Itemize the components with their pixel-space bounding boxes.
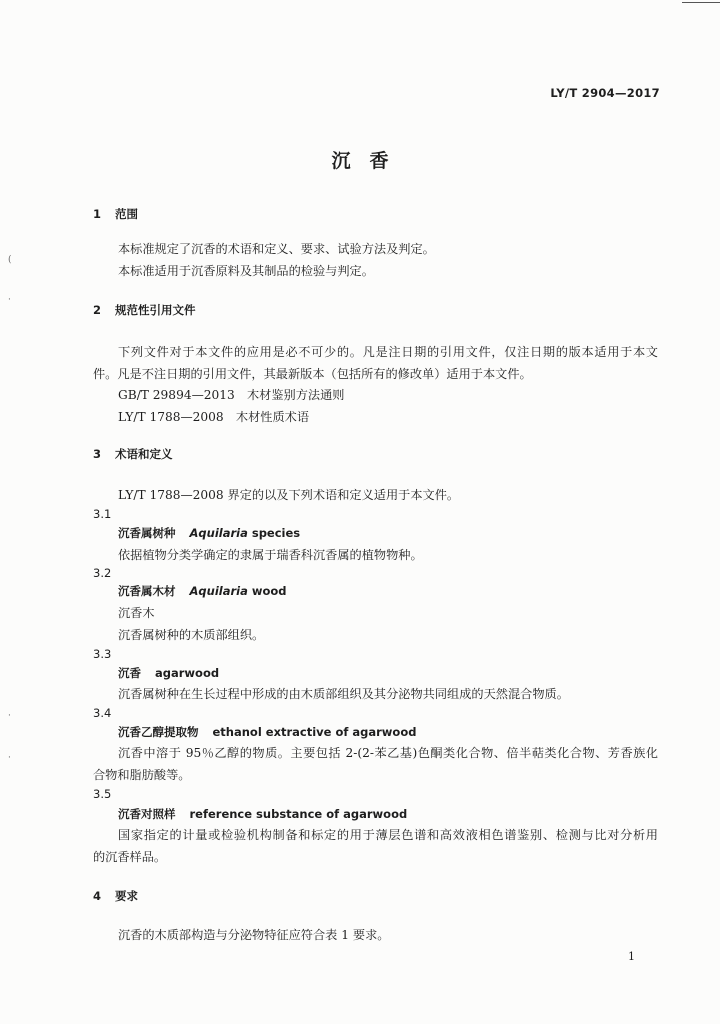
term-number: 3.1	[93, 507, 112, 521]
term-number: 3.5	[93, 787, 112, 801]
definition: 的沉香样品。	[93, 850, 167, 864]
standard-code: LY/T 2904—2017	[550, 86, 660, 100]
paragraph: LY/T 1788—2008 界定的以及下列术语和定义适用于本文件。	[118, 488, 460, 502]
term-english: reference substance of agarwood	[189, 807, 408, 821]
section-title: 要求	[115, 889, 138, 903]
definition: 合物和脂肪酸等。	[93, 768, 191, 782]
paragraph: 下列文件对于本文件的应用是必不可少的。凡是注日期的引用文件，仅注日期的版本适用于本文	[118, 345, 658, 359]
section-title: 规范性引用文件	[115, 303, 196, 317]
section-title: 术语和定义	[115, 447, 173, 461]
page-title: 沉 香	[331, 150, 389, 172]
section-heading-terms-and-definitions	[93, 446, 173, 462]
section-number: 3	[93, 447, 102, 461]
section-number: 4	[93, 889, 102, 903]
section-title: 范围	[115, 207, 138, 221]
term-chinese: 沉香对照样	[118, 807, 176, 821]
term-chinese: 沉香属木材	[118, 584, 176, 598]
scan-artifact: ·	[8, 295, 11, 305]
term-entry	[118, 724, 416, 740]
definition: 国家指定的计量或检验机构制备和标定的用于薄层色谱和高效液相色谱鉴别、检测与比对分析用	[118, 828, 658, 842]
term-english: agarwood	[155, 666, 220, 680]
term-english: species	[251, 526, 301, 540]
term-entry	[118, 583, 287, 599]
definition: 依据植物分类学确定的隶属于瑞香科沉香属的植物物种。	[118, 548, 423, 562]
reference-item: GB/T 29894—2013 木材鉴别方法通则	[118, 388, 345, 402]
term-english: wood	[251, 584, 287, 598]
term-chinese: 沉香乙醇提取物	[118, 725, 199, 739]
definition: 沉香属树种的木质部组织。	[118, 628, 265, 642]
term-latin: Aquilaria	[189, 584, 248, 598]
scan-artifact: (	[8, 255, 12, 265]
definition: 沉香属树种在生长过程中形成的由木质部组织及其分泌物共同组成的天然混合物质。	[118, 687, 569, 701]
page-number: 1	[628, 950, 635, 963]
term-english: ethanol extractive of agarwood	[212, 725, 417, 739]
section-heading-normative-references	[93, 302, 196, 318]
paragraph: 件。凡是不注日期的引用文件，其最新版本（包括所有的修改单）适用于本文件。	[93, 367, 532, 381]
term-latin: Aquilaria	[189, 526, 248, 540]
term-entry	[118, 665, 219, 681]
reference-item: LY/T 1788—2008 木材性质术语	[118, 410, 310, 424]
term-chinese: 沉香属树种	[118, 526, 176, 540]
term-chinese: 沉香	[118, 666, 141, 680]
scan-artifact: ·	[8, 711, 11, 721]
definition: 沉香木	[118, 606, 155, 620]
term-entry	[118, 525, 300, 541]
paragraph: 本标准适用于沉香原料及其制品的检验与判定。	[118, 264, 374, 278]
term-number: 3.3	[93, 647, 112, 661]
section-number: 1	[93, 207, 102, 221]
scan-artifact: ·	[8, 753, 11, 763]
term-number: 3.4	[93, 706, 112, 720]
top-edge-rule	[682, 2, 720, 3]
section-number: 2	[93, 303, 102, 317]
term-entry	[118, 806, 407, 822]
section-heading-scope	[93, 206, 138, 222]
paragraph: 沉香的木质部构造与分泌物特征应符合表 1 要求。	[118, 928, 390, 942]
definition: 沉香中溶于 95％乙醇的物质。主要包括 2-(2-苯乙基)色酮类化合物、倍半萜类化合物、芳香族化	[118, 746, 658, 760]
paragraph: 本标准规定了沉香的术语和定义、要求、试验方法及判定。	[118, 242, 435, 256]
term-number: 3.2	[93, 566, 112, 580]
section-heading-requirements	[93, 888, 138, 904]
